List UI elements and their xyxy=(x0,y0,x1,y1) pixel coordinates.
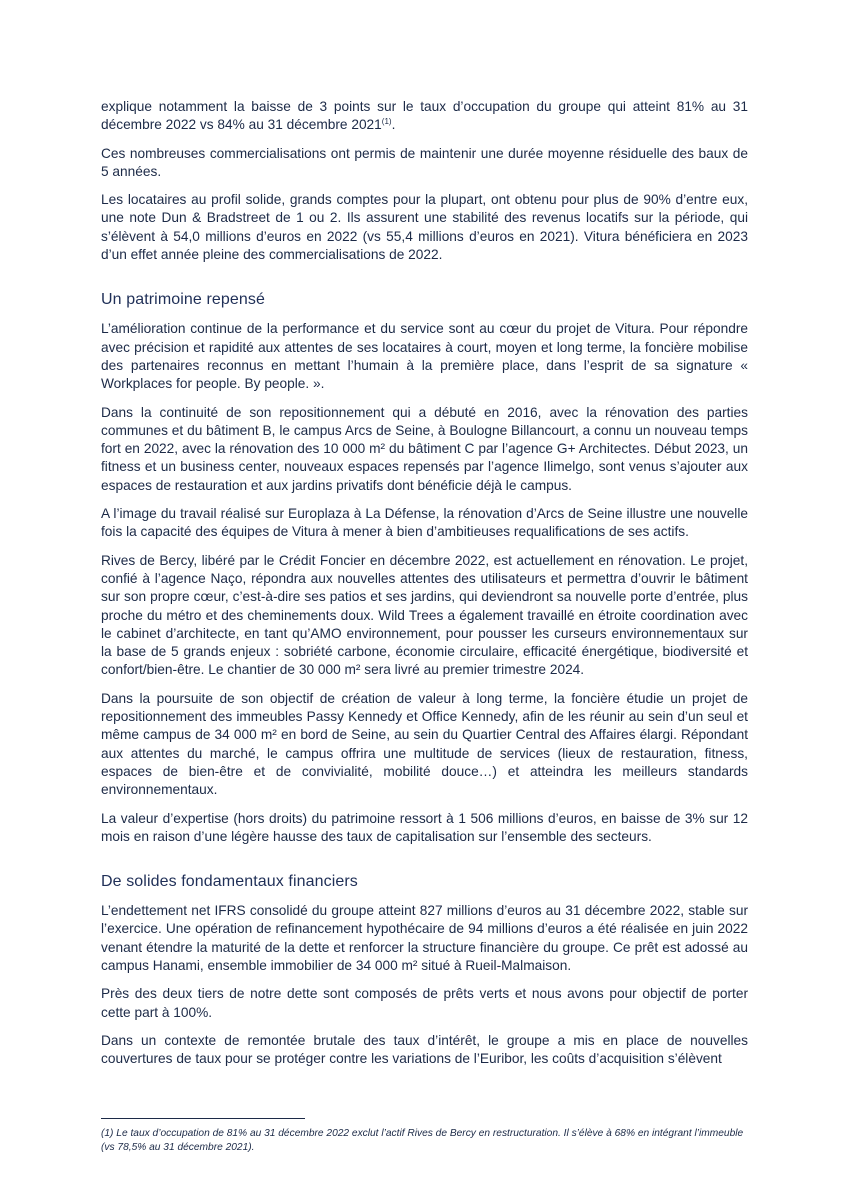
document-page xyxy=(101,98,748,1078)
intro-paragraph-leases: Ces nombreuses commercialisations ont permis de maintenir une durée moyenne résiduelle des baux de 5 années. xyxy=(101,145,748,179)
section1-paragraph: L’amélioration continue de la performance et du service sont au cœur du projet de Vitura. Pour répondre avec précision et rapidité aux attentes de ses locataires à court, moyen et long terme, la foncière mobilise des partenaires reconnus en mettant l’humain à la première place, dans l’esprit de sa signature « Workplaces for people. By people. ». xyxy=(101,321,748,392)
section2-paragraph: L’endettement net IFRS consolidé du groupe atteint 827 millions d’euros au 31 décembre 2022, stable sur l’exercice. Une opération de refinancement hypothécaire de 94 millions d’euros a été réalisée en juin 2022 venant étendre la maturité de la dette et renforcer la structure financière du groupe. Ce prêt est adossé au campus Hanami, ensemble immobilier de 34 000 m² situé à Rueil-Malmaison. xyxy=(101,903,748,973)
intro-paragraph-occupancy xyxy=(101,98,748,135)
section1-paragraph: Rives de Bercy, libéré par le Crédit Foncier en décembre 2022, est actuellement en rénovation. Le projet, confié à l’agence Naço, répondra aux nouvelles attentes des utilisateurs et permettra d’ouvrir le bâtiment sur son propre cœur, c’est-à-dire ses patios et ses jardins, qui deviendront sa nouvelle porte d’entrée, plus proche du métro et des cheminements doux. Wild Trees a également travaillé en étroite coordination avec le cabinet d’architecte, en tant qu’AMO environnement, pour pousser les curseurs environnementaux sur la base de 5 grands enjeux : sobriété carbone, économie circulaire, efficacité énergétique, biodiversité et confort/bien-être. Le chantier de 30 000 m² sera livré au premier trimestre 2024. xyxy=(101,552,748,678)
footnote-reference[interactable]: (1) xyxy=(381,117,392,127)
section1-paragraph: La valeur d’expertise (hors droits) du patrimoine ressort à 1 506 millions d’euros, en baisse de 3% sur 12 mois en raison d’une légère hausse des taux de capitalisation sur l’ensemble des secteurs. xyxy=(101,810,748,844)
section1-paragraph: Dans la continuité de son repositionnement qui a débuté en 2016, avec la rénovation des parties communes et du bâtiment B, le campus Arcs de Seine, à Boulogne Billancourt, a connu un nouveau temps fort en 2022, avec la rénovation des 10 000 m² du bâtiment C par l’agence G+ Architectes. Début 2023, un fitness et un business center, nouveaux espaces repensés par l’agence Ilimelgo, sont venus s’ajouter aux espaces de restauration et aux jardins privatifs dont bénéficie déjà le campus. xyxy=(101,404,748,493)
section2-paragraph: Dans un contexte de remontée brutale des taux d’intérêt, le groupe a mis en place de nouvelles couvertures de taux pour se protéger contre les variations de l’Euribor, les coûts d’acquisition s’élèvent xyxy=(101,1032,748,1067)
intro-paragraph-end: . xyxy=(391,117,396,133)
footnote-divider xyxy=(101,1118,305,1119)
section1-paragraph: Dans la poursuite de son objectif de création de valeur à long terme, la foncière étudie un projet de repositionnement des immeubles Passy Kennedy et Office Kennedy, afin de les réunir au sein d’un seul et même campus de 34 000 m² en bord de Seine, au sein du Quartier Central des Affaires élargi. Répondant aux attentes du marché, le campus offrira une multitude de services (lieux de restauration, fitness, espaces de bien-être et de convivialité, mobilité douce…) et atteindra les meilleurs standards environnementaux. xyxy=(101,690,748,798)
footnote: (1) Le taux d’occupation de 81% au 31 décembre 2022 exclut l’actif Rives de Bercy en restructuration. Il s’élève à 68% en intégrant l’immeuble (vs 78,5% au 31 décembre 2021). xyxy=(101,1128,744,1153)
section2-paragraph: Près des deux tiers de notre dette sont composés de prêts verts et nous avons pour objectif de porter cette part à 100%. xyxy=(101,986,748,1020)
section-heading-patrimoine: Un patrimoine repensé xyxy=(101,291,265,309)
section-heading-financiers: De solides fondamentaux financiers xyxy=(101,873,358,891)
intro-paragraph-occupancy-text: explique notamment la baisse de 3 points sur le taux d’occupation du groupe qui atteint 81% au 31 décembre 2022 vs 84% au 31 décembre 2021 xyxy=(101,99,748,133)
intro-paragraph-tenants: Les locataires au profil solide, grands comptes pour la plupart, ont obtenu pour plus de 90% d’entre eux, une note Dun & Bradstreet de 1 ou 2. Ils assurent une stabilité des revenus locatifs sur la période, qui s’élèvent à 54,0 millions d’euros en 2022 (vs 55,4 millions d’euros en 2021). Vitura bénéficiera en 2023 d’un effet année pleine des commercialisations de 2022. xyxy=(101,192,748,263)
section1-paragraph: A l’image du travail réalisé sur Europlaza à La Défense, la rénovation d’Arcs de Seine illustre une nouvelle fois la capacité des équipes de Vitura à mener à bien d’ambitieuses requalifications de ses actifs. xyxy=(101,506,748,540)
